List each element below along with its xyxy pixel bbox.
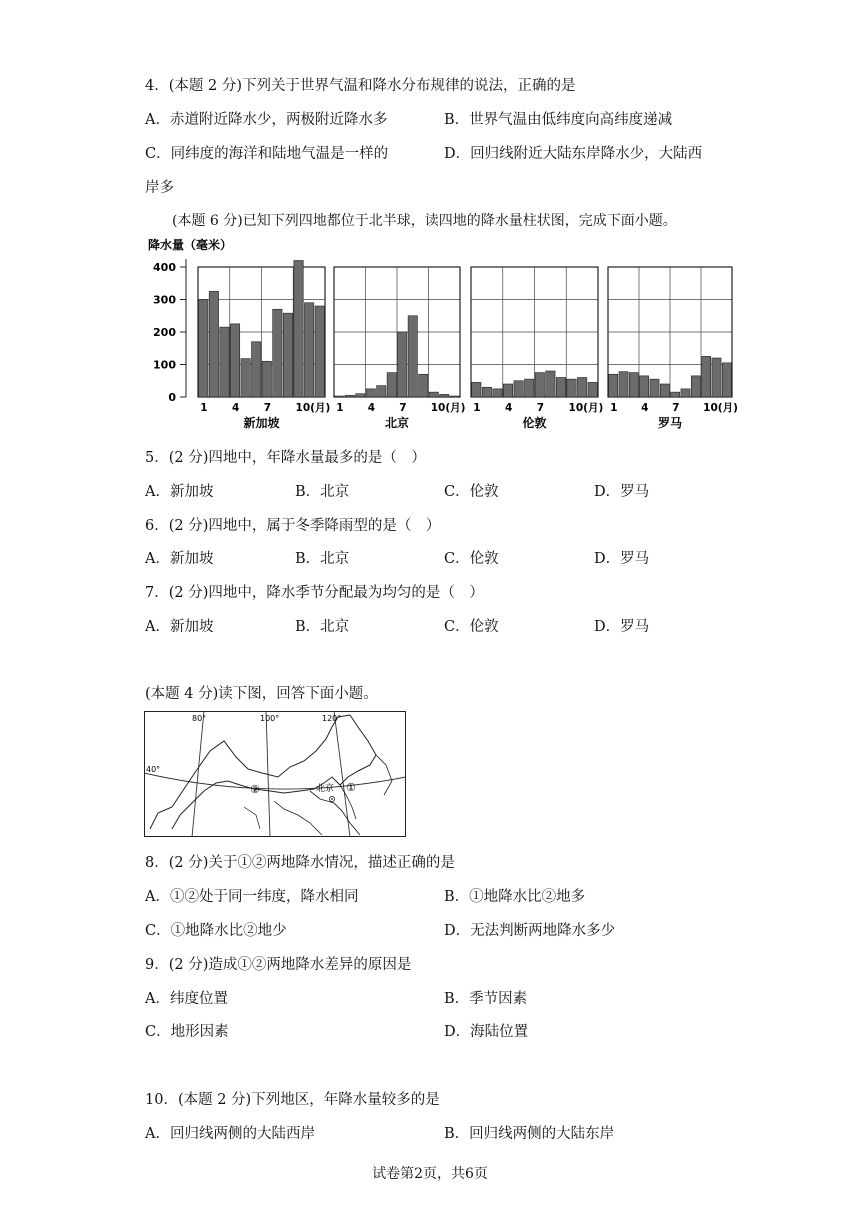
precip-bar	[408, 316, 417, 397]
x-tick-label: 1	[473, 402, 481, 414]
y-tick-label: 400	[153, 261, 176, 274]
precip-bar	[199, 300, 208, 398]
q8-option-d: D．无法判断两地降水多少	[444, 923, 616, 939]
q5-option-b: B．北京	[295, 484, 350, 500]
x-tick-label: 1	[336, 402, 344, 414]
y-tick-label: 300	[153, 293, 176, 307]
panel-city-label: 新加坡	[243, 416, 280, 430]
page-footer: 试卷第2页，共6页	[372, 1166, 488, 1182]
map-label-120: 120°	[322, 714, 342, 723]
x-tick-label: 1	[610, 402, 618, 414]
precip-bar	[493, 389, 502, 397]
precip-bar	[440, 394, 449, 397]
precip-bar	[640, 376, 649, 397]
q6-option-c: C．伦敦	[444, 551, 499, 567]
map-label-40: 40°	[146, 765, 161, 774]
q9-option-a: A．纬度位置	[145, 991, 228, 1007]
precip-bar	[722, 363, 731, 397]
precip-bar	[304, 303, 313, 397]
q6-option-d: D．罗马	[594, 551, 650, 567]
x-tick-label: 4	[641, 402, 649, 414]
precip-bar	[209, 291, 218, 397]
map-point-1: ①	[346, 781, 356, 794]
precip-bar	[335, 396, 344, 397]
precip-bar	[514, 381, 523, 397]
q7-stem: 7．(2 分)四地中，降水季节分配最为均匀的是（ ）	[145, 585, 484, 601]
precip-bar	[556, 378, 565, 398]
x-tick-label: 7	[536, 402, 545, 414]
x-tick-label: 4	[367, 402, 376, 414]
q7-option-c: C．伦敦	[444, 619, 499, 635]
x-tick-label: 1	[200, 402, 208, 414]
precip-bar	[419, 374, 428, 397]
q5-stem: 5．(2 分)四地中，年降水量最多的是（ ）	[145, 450, 426, 466]
group2-intro: (本题 4 分)读下图，回答下面小题。	[145, 686, 378, 702]
x-tick-label: 10(月)	[703, 402, 738, 414]
precip-bar	[546, 371, 555, 397]
precip-bar	[567, 379, 576, 397]
precip-bar	[220, 327, 229, 397]
precip-bar	[450, 396, 459, 397]
precip-bar	[377, 386, 386, 397]
group1-intro: (本题 6 分)已知下列四地都位于北半球，读四地的降水量柱状图，完成下面小题。	[172, 213, 677, 229]
precip-bar	[262, 361, 271, 397]
x-tick-label: 4	[505, 402, 513, 414]
precip-bar	[535, 373, 544, 397]
x-tick-label: 7	[672, 402, 680, 414]
precip-bar	[503, 384, 512, 397]
precip-bar	[588, 382, 597, 397]
q9-option-c: C．地形因素	[145, 1024, 229, 1040]
map-label-beijing: 北京	[316, 784, 335, 794]
panel-city-label: 罗马	[657, 416, 683, 430]
q4-option-a: A．赤道附近降水少，两极附近降水多	[145, 112, 388, 128]
q4-option-d-continued: 岸多	[145, 180, 174, 196]
precip-bar	[482, 387, 491, 397]
precip-bar	[398, 332, 407, 397]
q6-option-a: A．新加坡	[145, 551, 214, 567]
precip-bar	[294, 261, 303, 398]
precip-bar	[712, 358, 721, 397]
precip-bar	[619, 372, 628, 397]
precip-bar	[315, 306, 324, 397]
x-tick-label: 10(月)	[295, 402, 331, 414]
map-label-100: 100°	[260, 714, 280, 723]
x-tick-label: 7	[399, 402, 407, 414]
precip-bar	[241, 359, 250, 397]
q7-option-d: D．罗马	[594, 619, 650, 635]
q4-option-c: C．同纬度的海洋和陆地气温是一样的	[145, 146, 389, 162]
precip-bar	[650, 379, 659, 397]
precipitation-bar-chart	[142, 234, 742, 434]
precip-bar	[356, 394, 365, 397]
x-tick-label: 10(月)	[568, 402, 604, 414]
precip-bar	[429, 392, 438, 397]
y-tick-label: 0	[168, 391, 176, 404]
q4-option-d: D．回归线附近大陆东岸降水少，大陆西	[444, 146, 703, 162]
precip-bar	[577, 378, 586, 398]
q9-option-b: B．季节因素	[444, 991, 528, 1007]
q9-option-d: D．海陆位置	[444, 1024, 529, 1040]
y-tick-label: 200	[153, 326, 176, 339]
panel-city-label: 伦敦	[522, 416, 547, 430]
x-tick-label: 7	[263, 402, 272, 414]
precip-bar	[609, 374, 618, 397]
map-label-80: 80°	[192, 714, 207, 723]
precip-bar	[345, 395, 354, 397]
precip-bar	[681, 389, 690, 397]
q5-option-c: C．伦敦	[444, 484, 499, 500]
precip-bar	[387, 373, 396, 397]
precip-bar	[629, 373, 638, 397]
q8-option-c: C．①地降水比②地少	[145, 923, 287, 939]
x-tick-label: 4	[232, 402, 240, 414]
q4-option-b: B．世界气温由低纬度向高纬度递减	[444, 112, 673, 128]
q7-option-a: A．新加坡	[145, 619, 214, 635]
precip-bar	[273, 309, 282, 397]
y-tick-label: 100	[153, 358, 176, 372]
region-map	[144, 711, 406, 837]
q8-option-a: A．①②处于同一纬度，降水相同	[145, 889, 359, 905]
precip-bar	[702, 356, 711, 397]
q10-stem: 10．(本题 2 分)下列地区，年降水量较多的是	[145, 1092, 440, 1108]
q5-option-d: D．罗马	[594, 484, 650, 500]
precip-bar	[283, 313, 292, 397]
q6-stem: 6．(2 分)四地中，属于冬季降雨型的是（ ）	[145, 518, 441, 534]
precip-bar	[525, 379, 534, 397]
q9-stem: 9．(2 分)造成①②两地降水差异的原因是	[145, 957, 412, 973]
precip-bar	[366, 389, 375, 397]
precip-bar	[472, 382, 481, 397]
q7-option-b: B．北京	[295, 619, 350, 635]
q5-option-a: A．新加坡	[145, 484, 214, 500]
x-tick-label: 10(月)	[430, 402, 466, 414]
precip-bar	[671, 392, 680, 397]
q10-option-b: B．回归线两侧的大陆东岸	[444, 1126, 615, 1142]
y-axis-title: 降水量（毫米）	[148, 238, 233, 252]
q6-option-b: B．北京	[295, 551, 350, 567]
precip-bar	[660, 384, 669, 397]
precip-bar	[252, 342, 261, 397]
map-point-2: ②	[250, 783, 260, 796]
panel-city-label: 北京	[384, 416, 410, 430]
precip-bar	[691, 376, 700, 397]
q8-stem: 8．(2 分)关于①②两地降水情况，描述正确的是	[145, 855, 455, 871]
q4-stem: 4．(本题 2 分)下列关于世界气温和降水分布规律的说法，正确的是	[145, 78, 576, 94]
q8-option-b: B．①地降水比②地多	[444, 889, 586, 905]
q10-option-a: A．回归线两侧的大陆西岸	[145, 1126, 315, 1142]
precip-bar	[230, 324, 239, 397]
